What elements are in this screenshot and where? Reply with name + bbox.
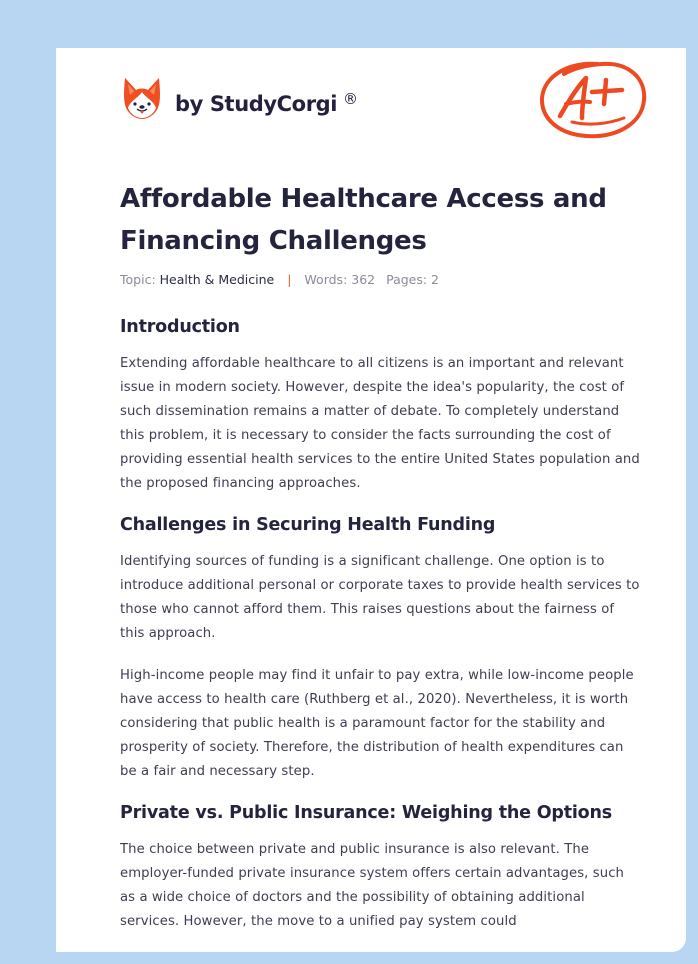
corgi-logo-icon — [122, 76, 162, 120]
paragraph: Extending affordable healthcare to all citizens is an important and relevant issue in modern society. However, despite the idea's popularity, the cost of such dissemination remains a matter of debate. To completely understand this problem, it is necessary to consider the facts surrounding the cost of providing essential health services to the entire United States population and the proposed financing approaches. — [120, 356, 640, 491]
logo-text: by StudyCorgi — [175, 92, 338, 116]
studycorgi-logo[interactable] — [122, 76, 358, 120]
registered-mark: ® — [343, 90, 358, 108]
topic-link[interactable]: Health & Medicine — [159, 272, 275, 287]
document-header — [56, 48, 686, 168]
document-content — [120, 178, 640, 934]
paragraph: Identifying sources of funding is a significant challenge. One option is to introduce additional personal or corporate taxes to provide health services to those who cannot afford them. This raises questions about the fairness of this approach. — [120, 554, 640, 641]
topic-label: Topic: — [120, 272, 156, 287]
word-count: Words: 362 — [304, 272, 376, 287]
paragraph: The choice between private and public insurance is also relevant. The employer-funded private insurance system offers certain advantages, such as a wide choice of doctors and the possibility of obtaining additional services. However, the move to a unified pay system could — [120, 842, 625, 929]
meta-separator: | — [287, 272, 292, 287]
document-meta — [120, 271, 640, 289]
section-heading-introduction: Introduction — [120, 317, 240, 337]
page-count: Pages: 2 — [386, 272, 440, 287]
section-heading-private-vs-public: Private vs. Public Insurance: Weighing the Options — [120, 803, 612, 823]
a-plus-grade-icon — [538, 58, 650, 140]
document-title: Affordable Healthcare Access and Financing Challenges — [120, 184, 607, 256]
paragraph: High-income people may find it unfair to pay extra, while low-income people have access to health care (Ruthberg et al., 2020). Nevertheless, it is worth considering that public health is a paramount factor for the stability and prosperity of society. Therefore, the distribution of health expenditures can be a fair and necessary step. — [120, 668, 634, 779]
section-heading-challenges: Challenges in Securing Health Funding — [120, 515, 496, 535]
document-card — [56, 48, 686, 952]
